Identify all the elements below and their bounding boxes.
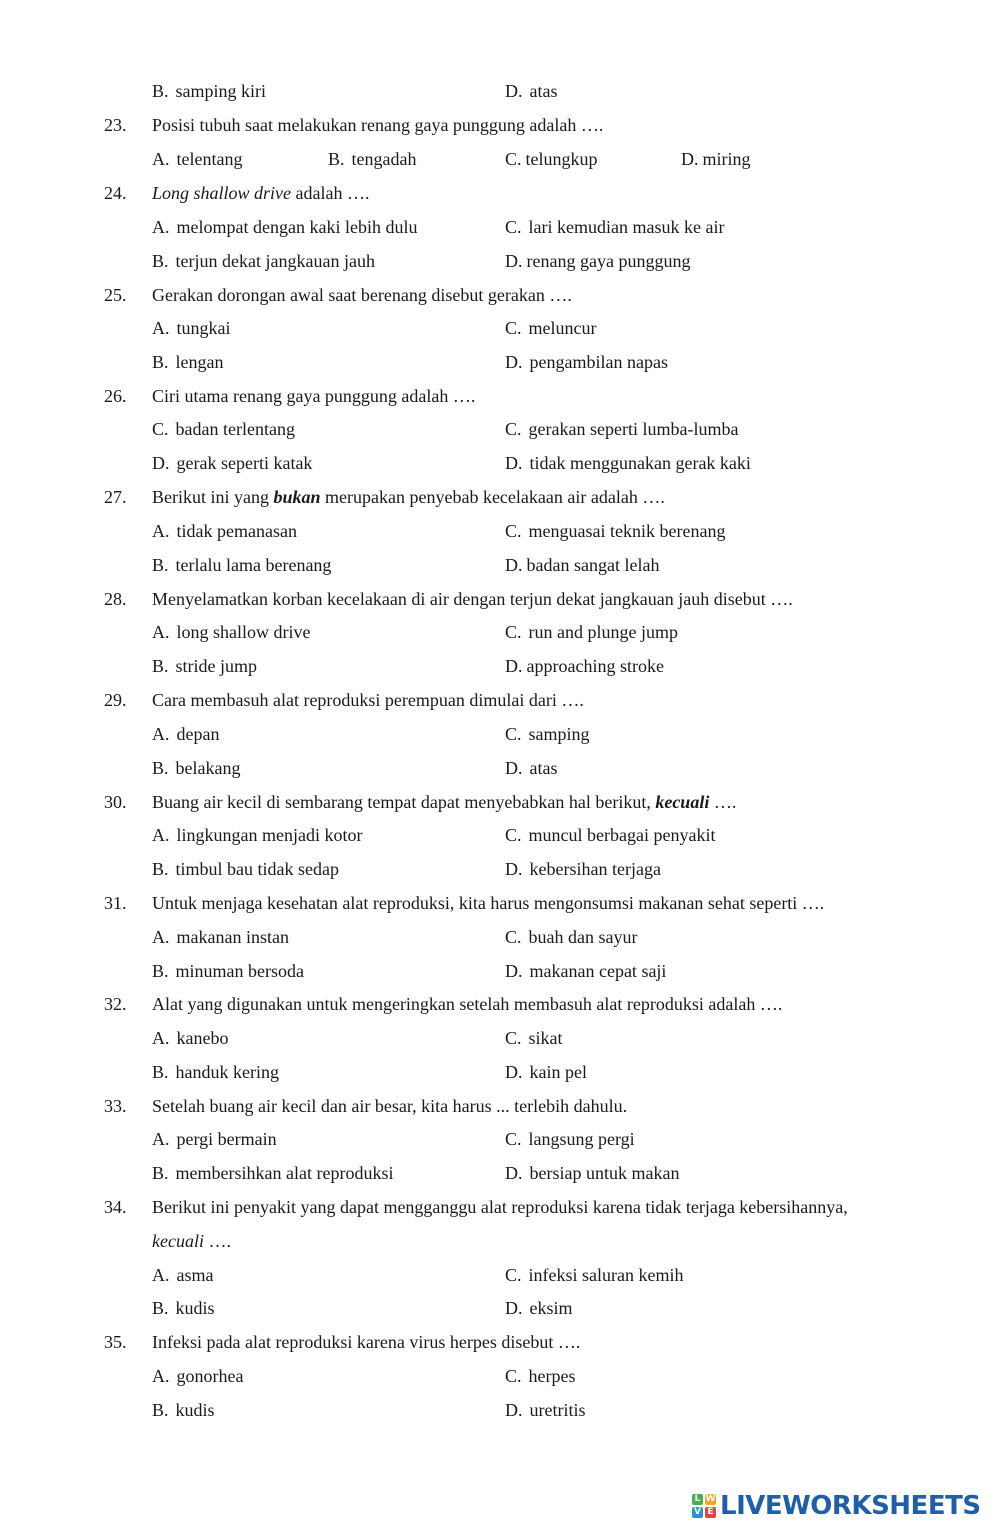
option-c[interactable]: C. herpes	[505, 1366, 576, 1386]
options-row	[0, 548, 1000, 582]
option-a[interactable]: A. long shallow drive	[152, 622, 311, 642]
options-row	[0, 1291, 1000, 1325]
question-number: 30.	[104, 792, 127, 812]
options-row	[0, 717, 1000, 751]
options-row	[0, 446, 1000, 480]
option-d[interactable]: D. renang gaya punggung	[505, 251, 691, 271]
question-number: 33.	[104, 1096, 127, 1116]
options-row	[0, 1393, 1000, 1427]
option-d[interactable]: D. pengambilan napas	[505, 352, 668, 372]
option-b[interactable]: B. terjun dekat jangkauan jauh	[152, 251, 375, 271]
question-text: Alat yang digunakan untuk mengeringkan setelah membasuh alat reproduksi adalah ….	[152, 994, 783, 1014]
options-row	[0, 244, 1000, 278]
option-a[interactable]: A. depan	[152, 724, 220, 744]
question-30	[0, 785, 1000, 819]
question-text: Menyelamatkan korban kecelakaan di air dengan terjun dekat jangkauan jauh disebut ….	[152, 589, 793, 609]
option-c[interactable]: C. lari kemudian masuk ke air	[505, 217, 725, 237]
question-33	[0, 1089, 1000, 1123]
option-a[interactable]: A. pergi bermain	[152, 1129, 277, 1149]
option-b[interactable]: B. terlalu lama berenang	[152, 555, 332, 575]
question-text: Berikut ini penyakit yang dapat mengganggu alat reproduksi karena tidak terjaga kebersihannya,	[152, 1197, 848, 1217]
options-row	[0, 649, 1000, 683]
question-text: Infeksi pada alat reproduksi karena virus herpes disebut ….	[152, 1332, 581, 1352]
question-number: 35.	[104, 1332, 127, 1352]
logo-mark-cell: V	[692, 1507, 703, 1518]
question-26	[0, 379, 1000, 413]
liveworksheets-logo[interactable]	[692, 1489, 981, 1523]
option-c[interactable]: C. telungkup	[505, 149, 598, 169]
option-c[interactable]: C. muncul berbagai penyakit	[505, 825, 716, 845]
question-27	[0, 480, 1000, 514]
logo-mark-cell: L	[692, 1494, 703, 1505]
options-row	[0, 74, 1000, 108]
option-a[interactable]: A. kanebo	[152, 1028, 229, 1048]
question-34	[0, 1190, 1000, 1224]
option-c[interactable]: C. buah dan sayur	[505, 927, 638, 947]
question-24	[0, 176, 1000, 210]
logo-mark-cell: W	[705, 1494, 716, 1504]
question-23	[0, 108, 1000, 142]
option-d[interactable]: D. atas	[505, 81, 558, 101]
option-b[interactable]: B. samping kiri	[152, 81, 267, 101]
question-25	[0, 278, 1000, 312]
option-a[interactable]: A. tungkai	[152, 318, 231, 338]
option-a[interactable]: A. makanan instan	[152, 927, 289, 947]
option-d-left[interactable]: D. gerak seperti katak	[152, 453, 313, 473]
options-row	[0, 1359, 1000, 1393]
option-c[interactable]: C. run and plunge jump	[505, 622, 678, 642]
options-row	[0, 1156, 1000, 1190]
options-row	[0, 751, 1000, 785]
question-number: 27.	[104, 487, 127, 507]
question-text: Untuk menjaga kesehatan alat reproduksi, kita harus mengonsumsi makanan sehat seperti ….	[152, 893, 825, 913]
option-b[interactable]: B. membersihkan alat reproduksi	[152, 1163, 394, 1183]
option-c[interactable]: C. meluncur	[505, 318, 597, 338]
question-number: 32.	[104, 994, 127, 1014]
question-28	[0, 582, 1000, 616]
option-c[interactable]: C. sikat	[505, 1028, 563, 1048]
question-number: 26.	[104, 386, 127, 406]
option-b[interactable]: B. stride jump	[152, 656, 258, 676]
options-row	[0, 514, 1000, 548]
option-d[interactable]: D. makanan cepat saji	[505, 961, 667, 981]
options-row	[0, 852, 1000, 886]
question-text: Cara membasuh alat reproduksi perempuan dimulai dari ….	[152, 690, 584, 710]
options-row	[0, 345, 1000, 379]
option-b[interactable]: B. tengadah	[328, 149, 417, 169]
question-text: Posisi tubuh saat melakukan renang gaya punggung adalah ….	[152, 115, 604, 135]
question-35	[0, 1325, 1000, 1359]
option-a[interactable]: A. tidak pemanasan	[152, 521, 297, 541]
option-b[interactable]: B. kudis	[152, 1298, 215, 1318]
question-number: 23.	[104, 115, 127, 135]
question-number: 24.	[104, 183, 127, 203]
options-row	[0, 1021, 1000, 1055]
question-number: 28.	[104, 589, 127, 609]
question-29	[0, 683, 1000, 717]
options-row	[0, 1055, 1000, 1089]
question-text: Berikut ini yang bukan merupakan penyebab kecelakaan air adalah ….	[152, 487, 665, 507]
question-text: Buang air kecil di sembarang tempat dapat menyebabkan hal berikut, kecuali ….	[152, 792, 737, 812]
options-row	[0, 954, 1000, 988]
option-a[interactable]: A. telentang	[152, 149, 243, 169]
question-text-continued: kecuali ….	[152, 1231, 231, 1251]
option-b[interactable]: B. handuk kering	[152, 1062, 279, 1082]
option-c[interactable]: C. infeksi saluran kemih	[505, 1265, 684, 1285]
options-row	[0, 210, 1000, 244]
options-row	[0, 1122, 1000, 1156]
logo-text: LIVEWORKSHEETS	[720, 1491, 981, 1521]
question-number: 29.	[104, 690, 127, 710]
option-c[interactable]: C. menguasai teknik berenang	[505, 521, 726, 541]
options-row	[0, 412, 1000, 446]
option-d[interactable]: D. miring	[681, 149, 751, 169]
question-text: Long shallow drive adalah ….	[152, 183, 370, 203]
option-c[interactable]: C. gerakan seperti lumba-lumba	[505, 419, 739, 439]
option-b[interactable]: B. lengan	[152, 352, 224, 372]
question-34-continued	[0, 1224, 1000, 1258]
options-row	[0, 142, 1000, 176]
options-row	[0, 920, 1000, 954]
option-b[interactable]: B. minuman bersoda	[152, 961, 304, 981]
question-32	[0, 987, 1000, 1021]
option-d[interactable]: D. kain pel	[505, 1062, 587, 1082]
option-a[interactable]: A. gonorhea	[152, 1366, 244, 1386]
options-row	[0, 311, 1000, 345]
option-d[interactable]: D. kebersihan terjaga	[505, 859, 661, 879]
options-row	[0, 1258, 1000, 1292]
option-d[interactable]: D. approaching stroke	[505, 656, 664, 676]
option-b[interactable]: B. belakang	[152, 758, 241, 778]
question-number: 25.	[104, 285, 127, 305]
option-d[interactable]: D. tidak menggunakan gerak kaki	[505, 453, 751, 473]
question-31	[0, 886, 1000, 920]
logo-mark-cell: E	[705, 1507, 716, 1518]
question-text: Ciri utama renang gaya punggung adalah ….	[152, 386, 476, 406]
options-row	[0, 818, 1000, 852]
option-c[interactable]: C. samping	[505, 724, 590, 744]
option-c[interactable]: C. langsung pergi	[505, 1129, 635, 1149]
question-text: Setelah buang air kecil dan air besar, kita harus ... terlebih dahulu.	[152, 1096, 628, 1116]
question-number: 31.	[104, 893, 127, 913]
logo-mark-icon	[692, 1494, 716, 1518]
option-d[interactable]: D. atas	[505, 758, 558, 778]
option-b[interactable]: B. timbul bau tidak sedap	[152, 859, 339, 879]
option-b[interactable]: B. kudis	[152, 1400, 215, 1420]
option-d[interactable]: D. badan sangat lelah	[505, 555, 660, 575]
question-number: 34.	[104, 1197, 127, 1217]
options-row	[0, 615, 1000, 649]
option-a[interactable]: A. asma	[152, 1265, 214, 1285]
option-d[interactable]: D. uretritis	[505, 1400, 586, 1420]
option-c-left[interactable]: C. badan terlentang	[152, 419, 295, 439]
question-text: Gerakan dorongan awal saat berenang disebut gerakan ….	[152, 285, 572, 305]
option-d[interactable]: D. eksim	[505, 1298, 573, 1318]
option-a[interactable]: A. melompat dengan kaki lebih dulu	[152, 217, 418, 237]
option-d[interactable]: D. bersiap untuk makan	[505, 1163, 680, 1183]
option-a[interactable]: A. lingkungan menjadi kotor	[152, 825, 363, 845]
